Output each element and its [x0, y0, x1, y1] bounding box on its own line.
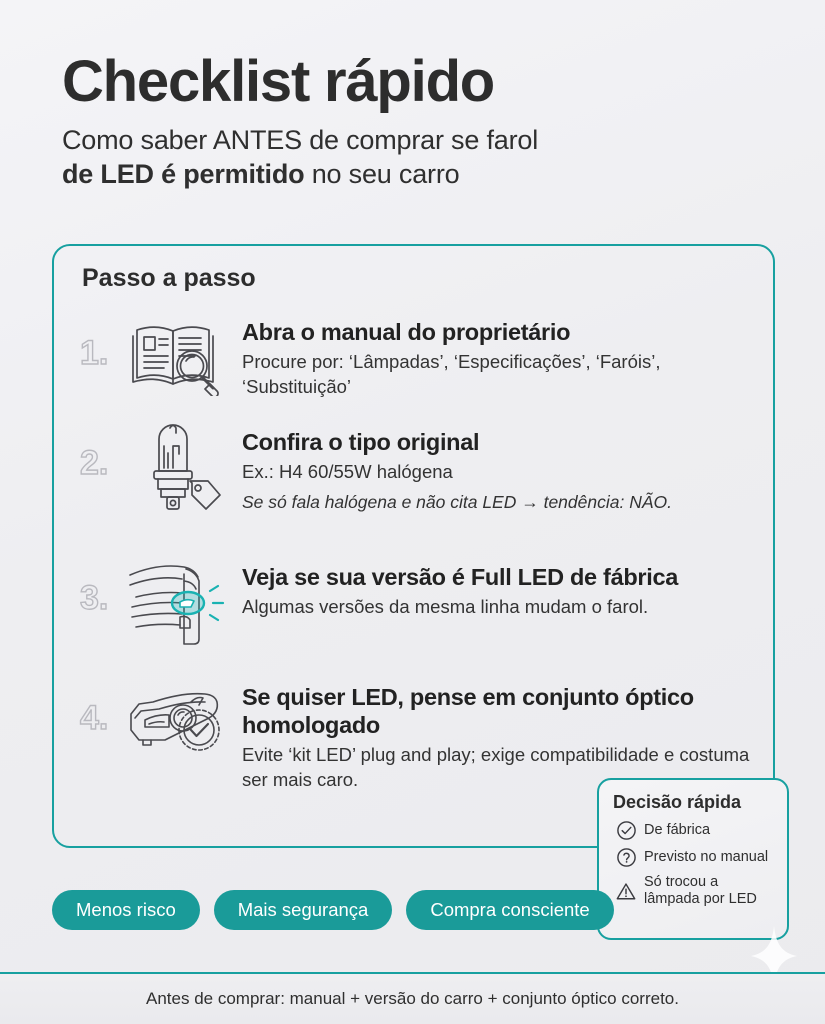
decision-item-label: De fábrica — [644, 821, 711, 838]
step-item — [54, 308, 773, 418]
decision-item-label: Previsto no manual — [644, 848, 769, 865]
decision-box-title: Decisão rápida — [613, 792, 742, 812]
step-subtext: Evite ‘kit LED’ plug and play; exige compatibilidade e costuma ser mais caro. — [242, 744, 750, 790]
header — [62, 49, 782, 192]
step-body — [230, 308, 751, 399]
decision-item — [613, 847, 777, 868]
pill-compra-consciente[interactable]: Compra consciente — [406, 890, 613, 930]
car-front-headlight-icon — [122, 553, 230, 649]
page-subtitle — [62, 123, 782, 192]
step-item — [54, 553, 773, 673]
warning-triangle-icon — [613, 881, 639, 902]
step-body — [230, 553, 751, 620]
step-number: 3. — [80, 579, 109, 617]
step-number: 2. — [80, 444, 109, 482]
question-circle-icon — [613, 847, 639, 868]
step-body — [230, 418, 751, 514]
steps-card — [52, 244, 775, 848]
step-body — [230, 673, 751, 792]
step-subtext: Algumas versões da mesma linha mudam o farol. — [242, 596, 649, 618]
step-item — [54, 418, 773, 553]
manual-book-magnifier-icon — [122, 308, 230, 404]
step-heading: Veja se sua versão é Full LED de fábrica — [242, 564, 679, 590]
page-title: Checklist rápido — [62, 49, 495, 114]
decision-box — [597, 778, 789, 940]
pill-mais-seguranca[interactable]: Mais segurança — [214, 890, 393, 930]
decision-item — [613, 820, 777, 841]
subtitle-line1: Como saber ANTES de comprar se farol — [62, 124, 538, 155]
subtitle-tail: no seu carro — [304, 159, 460, 190]
steps-card-title: Passo a passo — [82, 264, 256, 292]
step-note: Se só fala halógena e não cita LED → tendência: NÃO. — [242, 491, 672, 512]
footer-text: Antes de comprar: manual + versão do carro + conjunto óptico correto. — [146, 989, 679, 1008]
check-circle-icon — [613, 820, 639, 841]
halogen-bulb-tag-icon — [122, 418, 230, 514]
step-heading: Se quiser LED, pense em conjunto óptico homologado — [242, 684, 694, 739]
headlight-assembly-seal-icon — [122, 673, 230, 769]
step-subtext: Ex.: H4 60/55W halógena — [242, 461, 453, 483]
step-heading: Abra o manual do proprietário — [242, 319, 571, 345]
step-subtext: Procure por: ‘Lâmpadas’, ‘Especificações’, ‘Faróis’, ‘Substituição’ — [242, 351, 661, 397]
footer-bar — [0, 972, 825, 1024]
decision-item — [613, 874, 777, 908]
step-number: 1. — [80, 334, 109, 372]
benefit-pills — [52, 890, 614, 930]
decision-item-label: Só trocou a lâmpada por LED — [644, 874, 757, 908]
steps-list — [54, 308, 773, 823]
step-heading: Confira o tipo original — [242, 429, 480, 455]
step-number: 4. — [80, 699, 109, 737]
pill-menos-risco[interactable]: Menos risco — [52, 890, 200, 930]
subtitle-bold: de LED é permitido — [62, 159, 305, 190]
